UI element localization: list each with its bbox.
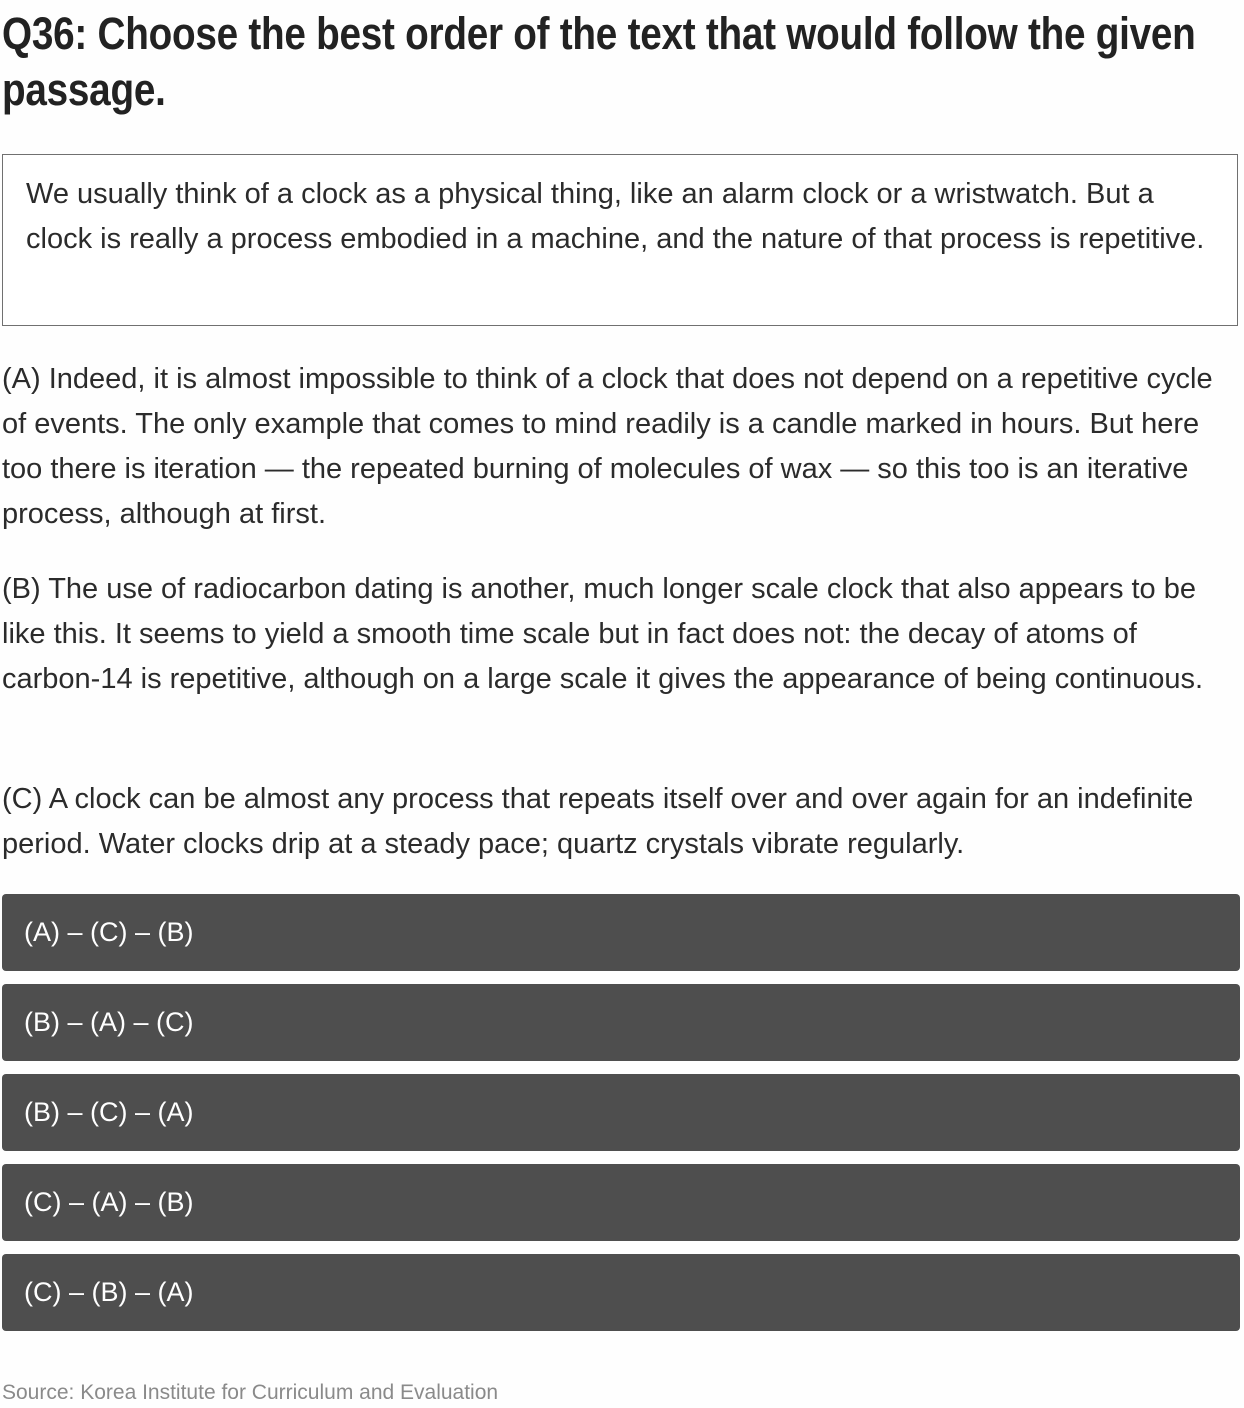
source-credit: Source: Korea Institute for Curriculum and Evaluation (2, 1381, 499, 1404)
paragraph-b: (B) The use of radiocarbon dating is another, much longer scale clock that also appears to be like this. It seems to yield a smooth time scale but in fact does not: the decay of atoms of carbon-14 is repetitive, although on a large scale it gives the appearance of being continuous. (2, 573, 1204, 695)
answer-choice-2[interactable]: (B) – (A) – (C) (2, 984, 1240, 1061)
paragraph-c: (C) A clock can be almost any process that repeats itself over and over again for an indefinite period. Water clocks drip at a steady pace; quartz crystals vibrate regularly. (2, 783, 1194, 860)
answer-choice-1[interactable]: (A) – (C) – (B) (2, 894, 1240, 971)
answer-choice-4[interactable]: (C) – (A) – (B) (2, 1164, 1240, 1241)
answer-choice-5[interactable]: (C) – (B) – (A) (2, 1254, 1240, 1331)
question-title: Q36: Choose the best order of the text that would follow the given passage. (2, 8, 1196, 115)
paragraph-a: (A) Indeed, it is almost impossible to think of a clock that does not depend on a repetitive cycle of events. The only example that comes to mind readily is a candle marked in hours. But here too there is iteration — the repeated burning of molecules of wax — so this too is an iterative process, although at first. (2, 363, 1213, 530)
given-passage: We usually think of a clock as a physical thing, like an alarm clock or a wristwatch. But a clock is really a process embodied in a machine, and the nature of that process is repetitive. (2, 154, 1238, 326)
answer-choice-3[interactable]: (B) – (C) – (A) (2, 1074, 1240, 1151)
